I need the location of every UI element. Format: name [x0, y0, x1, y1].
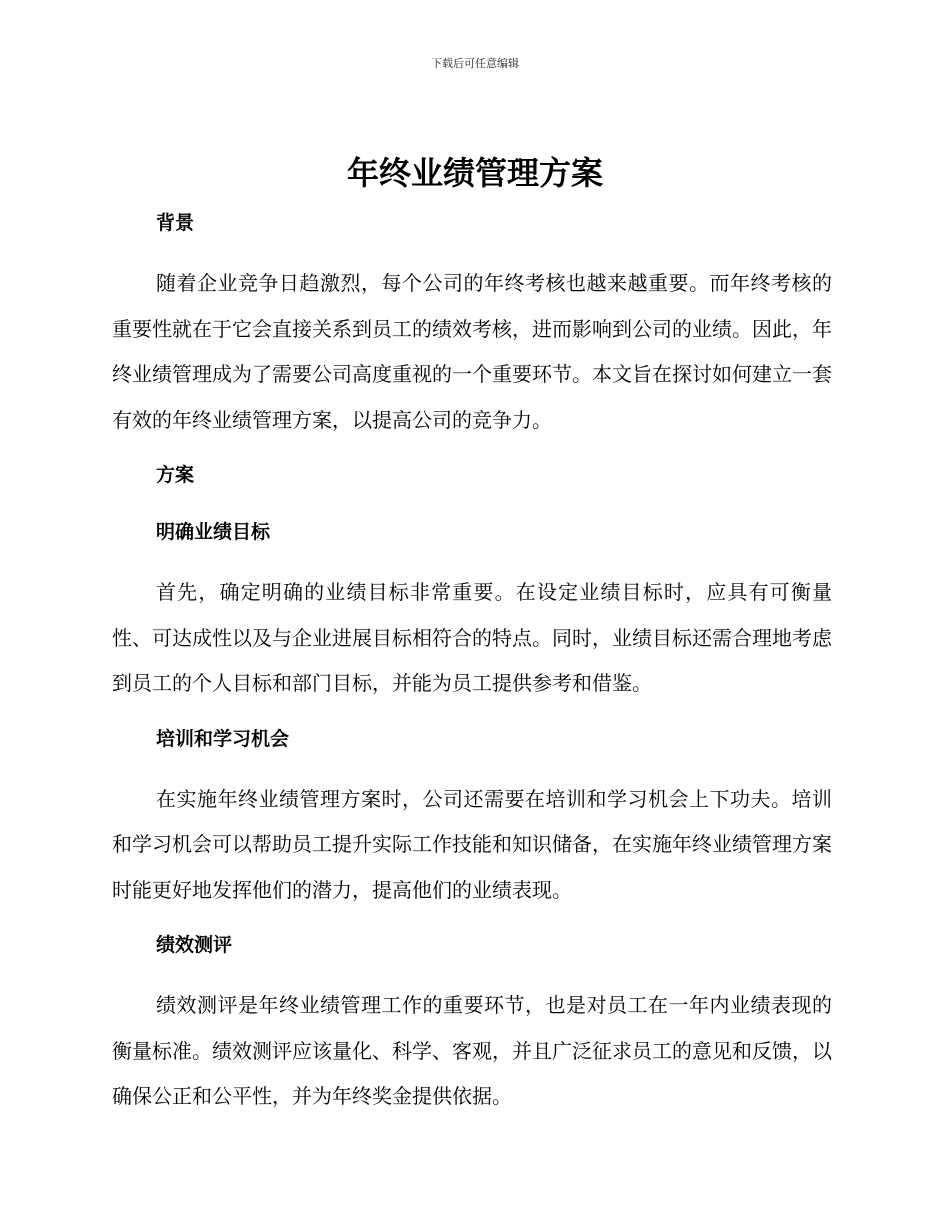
heading-evaluation: 绩效测评: [156, 934, 233, 956]
heading-goals: 明确业绩目标: [156, 521, 271, 543]
paragraph-training: 在实施年终业绩管理方案时，公司还需要在培训和学习机会上下功夫。培训和学习机会可以帮助员工提升实际工作技能和知识储备，在实施年终业绩管理方案时能更好地发挥他们的潜力，提高他们的业绩表现。: [112, 786, 832, 902]
paragraph-background: 随着企业竞争日趋激烈，每个公司的年终考核也越来越重要。而年终考核的重要性就在于它会直接关系到员工的绩效考核，进而影响到公司的业绩。因此，年终业绩管理成为了需要公司高度重视的一个重要环节。本文旨在探讨如何建立一套有效的年终业绩管理方案，以提高公司的竞争力。: [112, 271, 832, 432]
heading-background: 背景: [156, 212, 195, 234]
page-header-note: 下载后可任意编辑: [431, 57, 519, 70]
document-title: 年终业绩管理方案: [346, 154, 603, 192]
heading-training: 培训和学习机会: [156, 727, 290, 750]
heading-plan: 方案: [156, 464, 195, 486]
document-body: [112, 204, 832, 1120]
paragraph-evaluation: 绩效测评是年终业绩管理工作的重要环节，也是对员工在一年内业绩表现的衡量标准。绩效测评应该量化、科学、客观，并且广泛征求员工的意见和反馈，以确保公正和公平性，并为年终奖金提供依据。: [112, 993, 832, 1108]
paragraph-goals: 首先，确定明确的业绩目标非常重要。在设定业绩目标时，应具有可衡量性、可达成性以及与企业进展目标相符合的特点。同时，业绩目标还需合理地考虑到员工的个人目标和部门目标，并能为员工提供参考和借鉴。: [112, 580, 832, 695]
